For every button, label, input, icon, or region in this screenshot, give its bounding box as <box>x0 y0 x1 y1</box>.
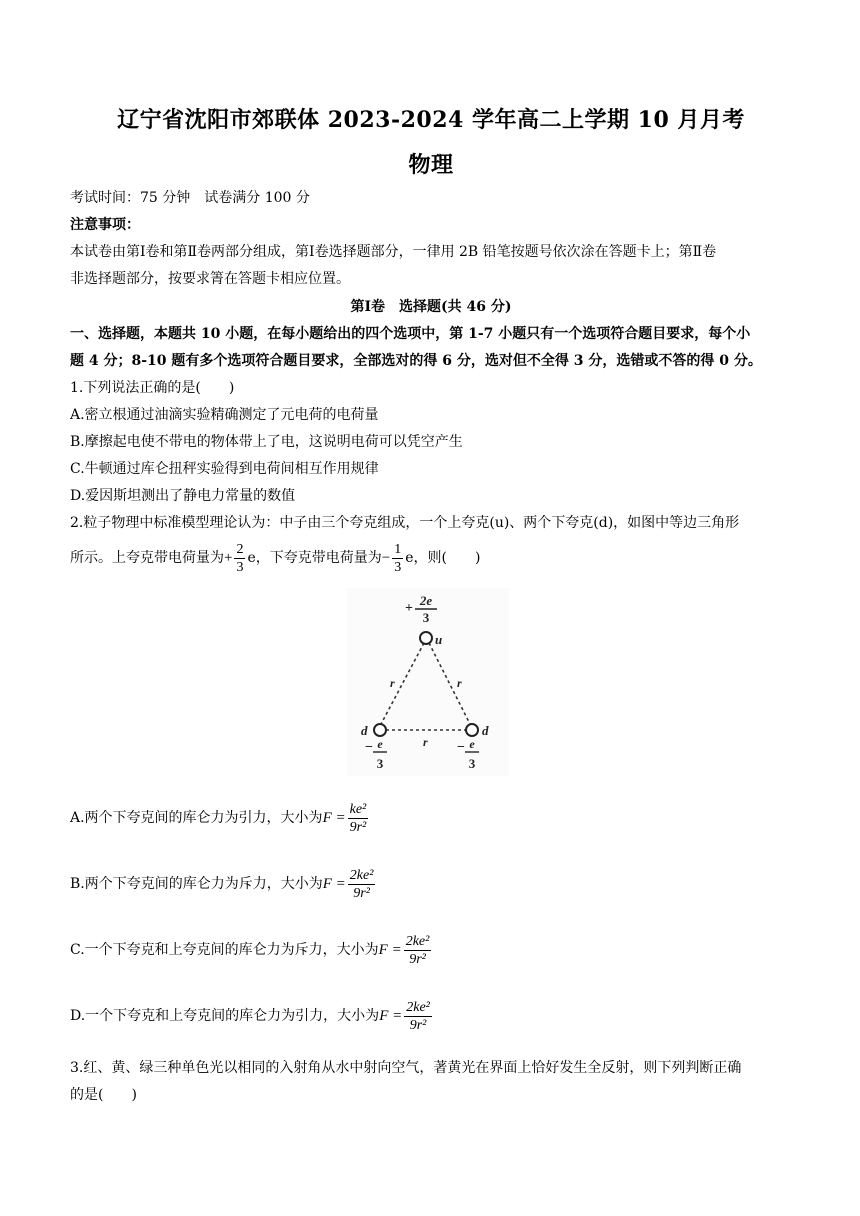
fraction-numerator: 2ke² <box>349 867 374 883</box>
fraction-denominator: 9r² <box>349 819 367 835</box>
fraction-numerator: 2ke² <box>406 999 430 1015</box>
q1-option-c: C.牛顿通过库仑扭秤实验得到电荷间相互作用规律 <box>70 461 379 477</box>
exam-page <box>70 0 792 1216</box>
fraction-one-third <box>392 541 403 576</box>
side-label-left: r <box>390 676 395 690</box>
label-u: u <box>435 632 443 647</box>
left-charge-numerator: e <box>377 737 383 751</box>
force-fraction <box>348 801 369 836</box>
option-text: D.一个下夸克和上夸克间的库仑力为引力，大小为 <box>70 1008 380 1024</box>
option-text: C.一个下夸克和上夸克间的库仑力为斥力，大小为 <box>70 942 379 958</box>
q2-option-a <box>70 798 370 838</box>
force-equation-label: F = <box>322 810 346 826</box>
quark-triangle-figure <box>347 588 509 776</box>
q1-option-d: D.爱因斯坦测出了静电力常量的数值 <box>70 488 296 504</box>
q2-stem-line-2 <box>70 538 480 578</box>
q2-stem-text-b: e，下夸克带电荷量为 <box>247 550 382 566</box>
q2-option-c <box>70 930 433 970</box>
fraction-two-thirds <box>234 541 245 576</box>
q2-option-d <box>70 996 434 1036</box>
q2-option-b <box>70 864 377 904</box>
q3-stem-line-1: 3.红、黄、绿三种单色光以相同的入射角从水中射向空气，著黄光在界面上恰好发生全反射，则下列判断正确 <box>70 1060 742 1076</box>
fraction-numerator: 1 <box>394 541 402 557</box>
q2-stem-text-a: 所示。上夸克带电荷量为 <box>70 550 224 566</box>
fraction-denominator: 9r² <box>353 885 370 901</box>
fraction-denominator: 9r² <box>409 951 426 967</box>
right-charge-denominator: 3 <box>468 756 476 771</box>
option-text: B.两个下夸克间的库仑力为斥力，大小为 <box>70 876 323 892</box>
top-charge-denominator: 3 <box>422 610 430 625</box>
top-charge-plus: + <box>405 601 413 616</box>
notes-heading: 注意事项： <box>70 217 140 233</box>
right-charge-minus: − <box>457 740 465 755</box>
down-quark-right-circle <box>466 724 478 736</box>
down-quark-left-circle <box>374 724 386 736</box>
q1-stem: 1.下列说法正确的是( ) <box>70 380 235 396</box>
force-fraction <box>404 933 432 968</box>
force-equation-label: F = <box>379 1008 403 1024</box>
section-instructions-2: 题 4 分；8-10 题有多个选项符合题目要求，全部选对的得 6 分，选对但不全得 3 分，选错或不答的得 0 分。 <box>70 353 762 369</box>
q2-stem-text-c: e，则( ) <box>405 550 481 566</box>
force-fraction <box>404 999 432 1034</box>
notes-line-1: 本试卷由第Ⅰ卷和第Ⅱ卷两部分组成，第Ⅰ卷选择题部分，一律用 2B 铅笔按题号依次涂在答题卡上；第Ⅱ卷 <box>70 244 717 260</box>
force-equation-label: F = <box>322 876 346 892</box>
force-fraction <box>348 867 376 902</box>
left-charge-minus: − <box>365 740 373 755</box>
fraction-denominator: 3 <box>236 559 244 575</box>
fraction-numerator: ke² <box>348 801 369 819</box>
fraction-numerator: 2 <box>236 541 244 557</box>
sign-plus: + <box>224 550 233 566</box>
side-label-right: r <box>457 676 462 690</box>
notes-line-2: 非选择题部分，按要求箐在答题卡相应位置。 <box>70 271 350 287</box>
top-charge-numerator: 2e <box>419 593 433 608</box>
q1-option-a: A.密立根通过油滴实验精确测定了元电荷的电荷量 <box>70 407 379 423</box>
q3-stem-line-2: 的是( ) <box>70 1087 137 1103</box>
section-heading: 第Ⅰ卷 选择题(共 46 分) <box>350 299 512 315</box>
option-text: A.两个下夸克间的库仑力为引力，大小为 <box>70 810 323 826</box>
label-d-left: d <box>361 723 368 738</box>
left-charge-denominator: 3 <box>376 756 384 771</box>
q2-stem-line-1: 2.粒子物理中标准模型理论认为：中子由三个夸克组成，一个上夸克(u)、两个下夸克(d)，如图中等边三角形 <box>70 515 740 531</box>
side-label-bottom: r <box>423 735 428 749</box>
label-d-right: d <box>482 723 489 738</box>
fraction-denominator: 9r² <box>409 1017 427 1033</box>
fraction-denominator: 3 <box>394 559 402 575</box>
q1-option-b: B.摩擦起电使不带电的物体带上了电，这说明电荷可以凭空产生 <box>70 434 463 450</box>
exam-info: 考试时间：75 分钟 试卷满分 100 分 <box>70 190 310 206</box>
section-instructions-1: 一、选择题，本题共 10 小题，在每小题给出的四个选项中，第 1-7 小题只有一个选项符合题目要求，每个小 <box>70 326 751 342</box>
sign-minus: − <box>381 550 391 566</box>
exam-title: 辽宁省沈阳市郊联体 2023-2024 学年高二上学期 10 月月考 <box>117 107 745 133</box>
force-equation-label: F = <box>378 942 402 958</box>
fraction-numerator: 2ke² <box>405 933 430 949</box>
up-quark-circle <box>420 632 432 644</box>
right-charge-numerator: e <box>469 737 475 751</box>
subject-title: 物理 <box>408 152 454 178</box>
